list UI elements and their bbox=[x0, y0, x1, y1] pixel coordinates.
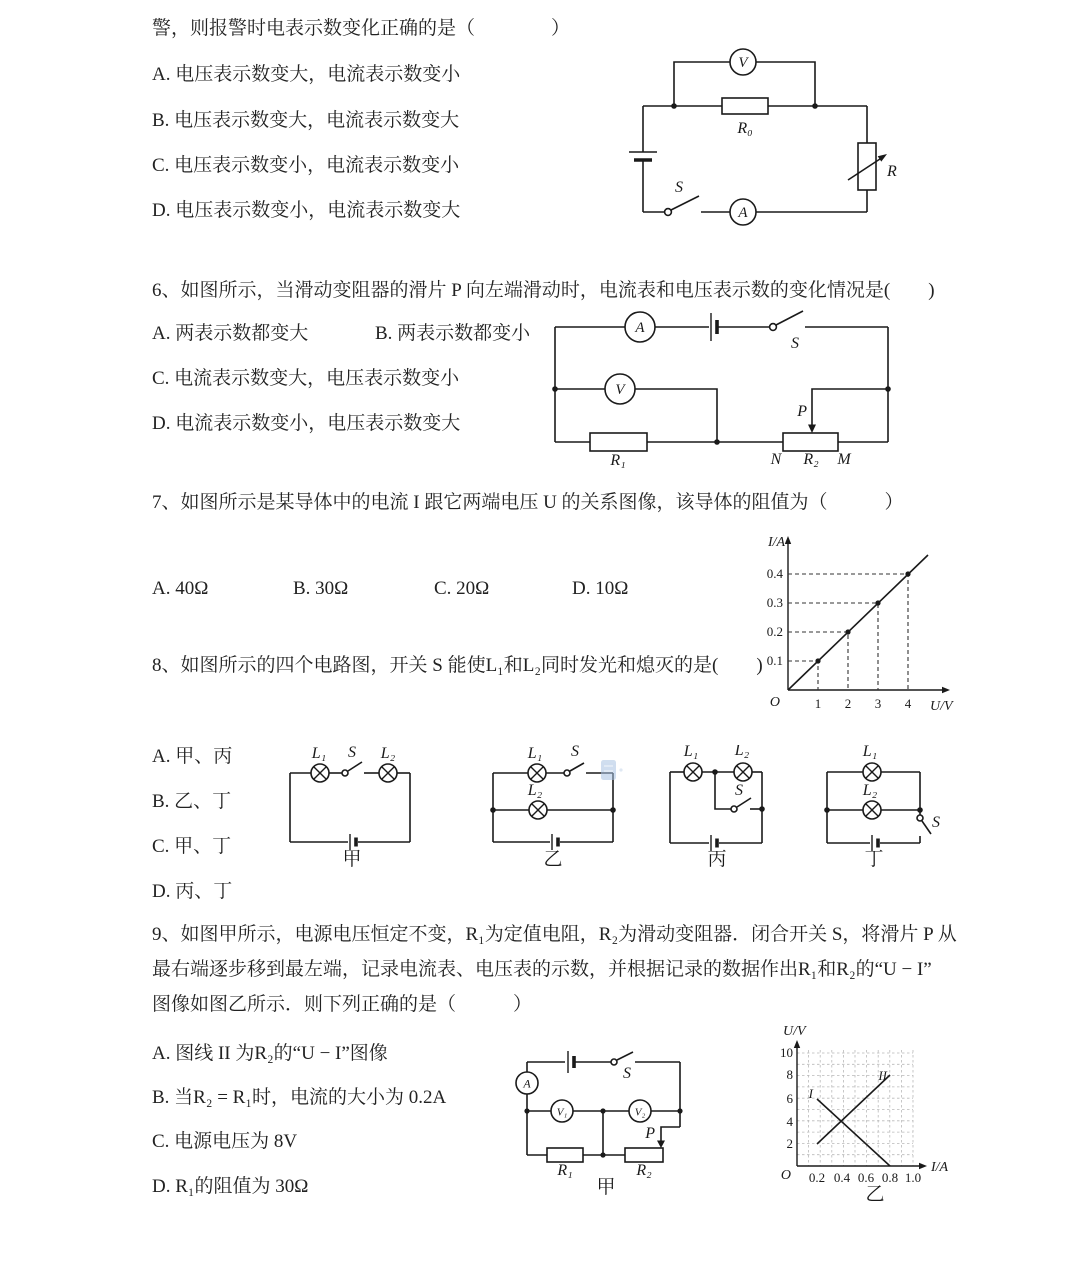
svg-text:S: S bbox=[932, 814, 940, 831]
ammeter-symbol bbox=[730, 199, 756, 225]
svg-text:乙: 乙 bbox=[865, 1184, 885, 1205]
svg-text:I/A: I/A bbox=[768, 535, 786, 550]
switch-symbol bbox=[665, 196, 699, 215]
svg-text:R₂: R₂ bbox=[636, 1162, 652, 1179]
svg-text:L₂: L₂ bbox=[734, 745, 750, 759]
q8-option-a: A. 甲、丙 bbox=[152, 746, 233, 767]
switch-symbol bbox=[731, 798, 751, 812]
voltmeter-symbol bbox=[605, 374, 635, 404]
svg-text:R₁: R₁ bbox=[610, 452, 626, 469]
lamp-symbol bbox=[379, 764, 397, 782]
svg-text:2: 2 bbox=[844, 696, 852, 711]
q9-option-b: B. 当R₂ = R₁时，电流的大小为 0.2A bbox=[152, 1087, 447, 1108]
svg-text:4: 4 bbox=[786, 1114, 793, 1129]
svg-text:L₁: L₁ bbox=[311, 745, 327, 762]
svg-text:I: I bbox=[808, 1086, 813, 1101]
svg-text:乙: 乙 bbox=[543, 849, 563, 870]
q7-iu-graph bbox=[760, 528, 965, 718]
svg-text:O: O bbox=[780, 1168, 791, 1183]
svg-text:V: V bbox=[615, 382, 625, 398]
battery-symbol bbox=[568, 1051, 574, 1073]
svg-text:0.1: 0.1 bbox=[766, 653, 783, 668]
svg-text:0.2: 0.2 bbox=[808, 1170, 826, 1185]
svg-text:L₁: L₁ bbox=[527, 745, 543, 762]
q6-option-b: B. 两表示数都变小 bbox=[375, 323, 531, 344]
q9-stem-line1: 9、如图甲所示，电源电压恒定不变，R₁为定值电阻，R₂为滑动变阻器．闭合开关 S，将滑片 P 从 bbox=[152, 924, 957, 945]
svg-text:丙: 丙 bbox=[707, 849, 727, 870]
switch-symbol bbox=[342, 762, 362, 776]
svg-text:2: 2 bbox=[786, 1136, 793, 1151]
q5-option-d: D. 电压表示数变小，电流表示数变大 bbox=[152, 200, 461, 221]
q9-stem-line2: 最右端逐步移到最左端，记录电流表、电压表的示数，并根据记录的数据作出R₁和R₂的“U − I” bbox=[152, 959, 932, 980]
svg-text:0.4: 0.4 bbox=[833, 1170, 851, 1185]
q9-ui-graph bbox=[775, 1022, 985, 1212]
q6-option-d: D. 电流表示数变小，电压表示数变大 bbox=[152, 413, 461, 434]
svg-text:P: P bbox=[797, 403, 807, 420]
q5-option-c: C. 电压表示数变小，电流表示数变小 bbox=[152, 155, 460, 176]
svg-text:S: S bbox=[675, 179, 683, 196]
svg-text:3: 3 bbox=[874, 696, 882, 711]
lamp-symbol bbox=[528, 764, 546, 782]
svg-text:0.2: 0.2 bbox=[766, 624, 783, 639]
voltmeter-symbol bbox=[551, 1100, 573, 1122]
svg-text:II: II bbox=[878, 1068, 887, 1083]
q7-stem: 7、如图所示是某导体中的电流 I 跟它两端电压 U 的关系图像，该导体的阻值为（ ） bbox=[152, 492, 904, 513]
q8-option-b: B. 乙、丁 bbox=[152, 791, 232, 812]
ammeter-symbol bbox=[516, 1072, 538, 1094]
battery-symbol bbox=[552, 834, 558, 850]
battery-symbol bbox=[629, 152, 657, 160]
svg-text:R₂: R₂ bbox=[803, 451, 819, 468]
rheostat-symbol bbox=[858, 143, 876, 190]
svg-text:8: 8 bbox=[786, 1067, 793, 1082]
lamp-symbol bbox=[734, 763, 752, 781]
svg-text:0.4: 0.4 bbox=[766, 566, 783, 581]
svg-text:S: S bbox=[348, 745, 356, 761]
svg-text:O: O bbox=[769, 695, 780, 710]
watermark-icon bbox=[601, 760, 623, 780]
q9-circuit-jia bbox=[505, 1045, 760, 1200]
svg-text:R₁: R₁ bbox=[557, 1162, 573, 1179]
switch-symbol bbox=[564, 763, 584, 776]
svg-text:V: V bbox=[738, 55, 748, 71]
svg-text:R₀: R₀ bbox=[737, 120, 753, 137]
svg-text:10: 10 bbox=[780, 1045, 793, 1060]
svg-text:S: S bbox=[571, 745, 579, 760]
q6-option-c: C. 电流表示数变大，电压表示数变小 bbox=[152, 368, 460, 389]
voltmeter-symbol bbox=[629, 1100, 651, 1122]
svg-text:甲: 甲 bbox=[596, 1177, 616, 1198]
svg-text:A: A bbox=[523, 1076, 531, 1091]
q8-circuit-bing bbox=[665, 745, 775, 880]
switch-symbol bbox=[611, 1052, 633, 1065]
svg-text:1: 1 bbox=[814, 696, 822, 711]
q9-stem-line3: 图像如图乙所示．则下列正确的是（ ） bbox=[152, 994, 533, 1015]
q5-option-b: B. 电压表示数变大，电流表示数变大 bbox=[152, 110, 460, 131]
switch-symbol bbox=[770, 311, 803, 330]
q9-option-d: D. R₁的阻值为 30Ω bbox=[152, 1176, 309, 1197]
svg-text:6: 6 bbox=[786, 1091, 793, 1106]
q6-stem: 6、如图所示，当滑动变阻器的滑片 P 向左端滑动时，电流表和电压表示数的变化情况是( ) bbox=[152, 280, 935, 301]
q8-circuit-ding bbox=[820, 745, 945, 880]
svg-text:1.0: 1.0 bbox=[904, 1170, 922, 1185]
q8-option-d: D. 丙、丁 bbox=[152, 881, 233, 902]
svg-text:N: N bbox=[770, 451, 782, 468]
svg-text:L₂: L₂ bbox=[862, 782, 878, 799]
svg-text:S: S bbox=[735, 782, 743, 799]
svg-text:L₂: L₂ bbox=[380, 745, 396, 762]
svg-text:A: A bbox=[635, 320, 645, 336]
q6-option-a: A. 两表示数都变大 bbox=[152, 323, 309, 344]
q7-option-c: C. 20Ω bbox=[434, 578, 490, 599]
rheostat-symbol bbox=[625, 1148, 663, 1162]
resistor-symbol bbox=[590, 433, 647, 451]
battery-symbol bbox=[350, 834, 356, 850]
q7-option-b: B. 30Ω bbox=[293, 578, 349, 599]
q6-circuit-diagram bbox=[545, 300, 935, 475]
svg-text:0.8: 0.8 bbox=[881, 1170, 899, 1185]
svg-text:U/V: U/V bbox=[930, 699, 953, 714]
svg-text:A: A bbox=[738, 205, 748, 221]
voltmeter-symbol bbox=[730, 49, 756, 75]
rheostat-symbol bbox=[783, 433, 838, 451]
q5-stem: 警，则报警时电表示数变化正确的是（ ） bbox=[152, 18, 571, 39]
q8-circuit-jia bbox=[282, 745, 422, 880]
q7-option-d: D. 10Ω bbox=[572, 578, 629, 599]
svg-text:R: R bbox=[887, 163, 897, 180]
svg-text:L₁: L₁ bbox=[862, 745, 878, 760]
ammeter-symbol bbox=[625, 312, 655, 342]
q9-option-a: A. 图线 II 为R₂的“U − I”图像 bbox=[152, 1043, 388, 1064]
q9-option-c: C. 电源电压为 8V bbox=[152, 1131, 298, 1152]
q8-stem: 8、如图所示的四个电路图，开关 S 能使L₁和L₂同时发光和熄灭的是( ) bbox=[152, 655, 763, 676]
svg-text:甲: 甲 bbox=[342, 849, 362, 870]
svg-text:4: 4 bbox=[904, 696, 912, 711]
svg-text:M: M bbox=[837, 451, 851, 468]
svg-text:丁: 丁 bbox=[864, 849, 884, 870]
svg-text:L₁: L₁ bbox=[683, 745, 699, 760]
svg-text:S: S bbox=[623, 1065, 631, 1082]
lamp-symbol bbox=[863, 763, 881, 781]
lamp-symbol bbox=[684, 763, 702, 781]
svg-text:V₂: V₂ bbox=[634, 1106, 646, 1119]
q7-option-a: A. 40Ω bbox=[152, 578, 209, 599]
svg-text:S: S bbox=[791, 335, 799, 352]
svg-text:V₁: V₁ bbox=[556, 1106, 568, 1119]
battery-symbol bbox=[711, 313, 717, 341]
lamp-symbol bbox=[311, 764, 329, 782]
q5-option-a: A. 电压表示数变大，电流表示数变小 bbox=[152, 64, 461, 85]
lamp-symbol bbox=[529, 801, 547, 819]
svg-text:P: P bbox=[645, 1125, 655, 1142]
resistor-symbol bbox=[722, 98, 768, 114]
q8-circuit-yi bbox=[488, 745, 623, 880]
switch-symbol bbox=[917, 815, 931, 834]
svg-text:0.3: 0.3 bbox=[766, 595, 783, 610]
svg-text:0.6: 0.6 bbox=[857, 1170, 875, 1185]
resistor-symbol bbox=[547, 1148, 583, 1162]
lamp-symbol bbox=[863, 801, 881, 819]
q8-option-c: C. 甲、丁 bbox=[152, 836, 232, 857]
svg-text:I/A: I/A bbox=[931, 1160, 949, 1175]
svg-text:L₂: L₂ bbox=[527, 782, 543, 799]
svg-text:U/V: U/V bbox=[783, 1024, 806, 1039]
q5-circuit-diagram bbox=[615, 40, 905, 230]
